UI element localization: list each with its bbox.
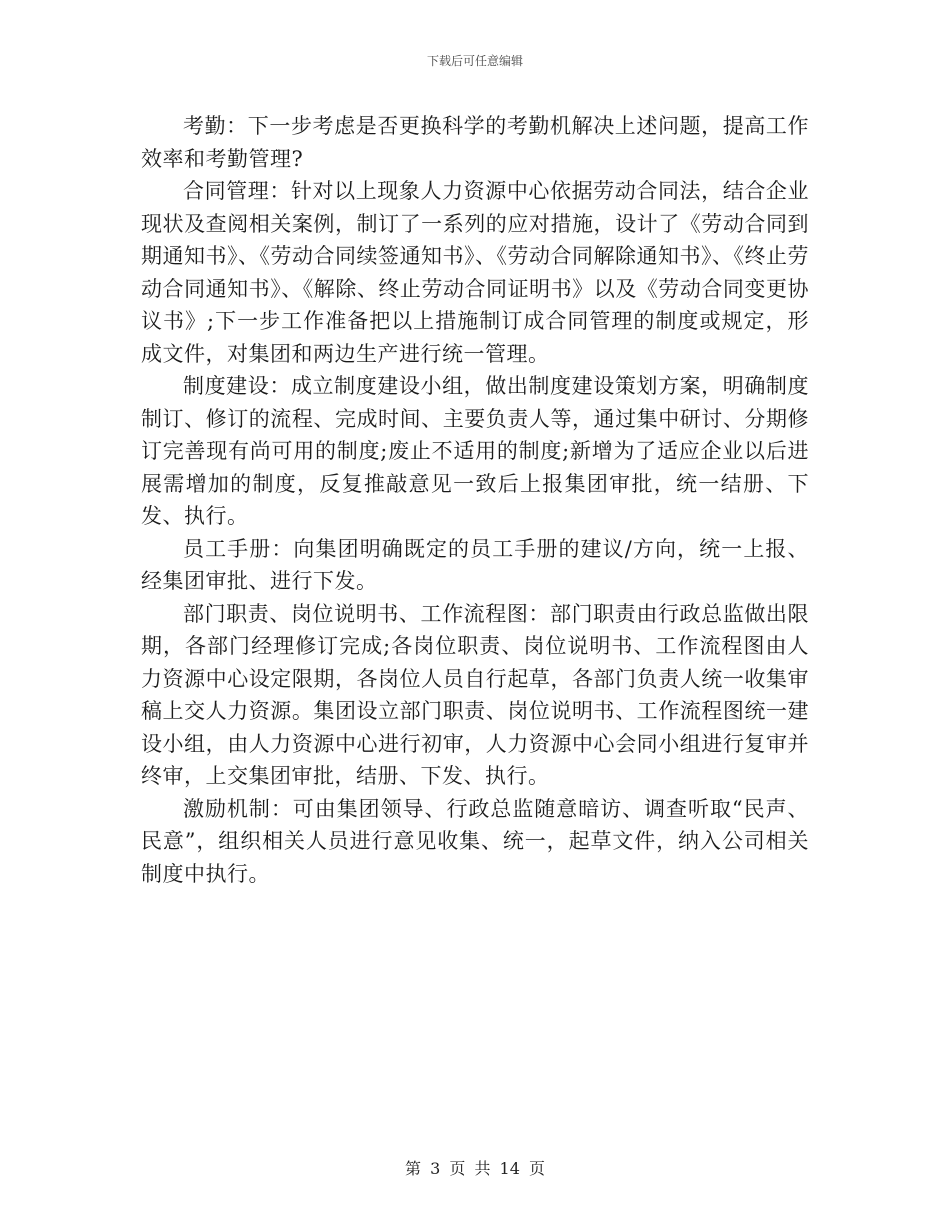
paragraph-employee-handbook: 员工手册：向集团明确既定的员工手册的建议/方向，统一上报、经集团审批、进行下发。 — [141, 536, 809, 593]
paragraph-system-construction: 制度建设：成立制度建设小组，做出制度建设策划方案，明确制度制订、修订的流程、完成时间、主要负责人等，通过集中研讨、分期修订完善现有尚可用的制度;废止不适用的制度;新增为了适应企业以后进展需增加的制度，反复推敲意见一致后上报集团审批，统一结册、下发、执行。 — [141, 374, 809, 528]
paragraph-department-duties: 部门职责、岗位说明书、工作流程图：部门职责由行政总监做出限期，各部门经理修订完成;各岗位职责、岗位说明书、工作流程图由人力资源中心设定限期，各岗位人员自行起草，各部门负责人统一收集审稿上交人力资源。集团设立部门职责、岗位说明书、工作流程图统一建设小组，由人力资源中心进行初审，人力资源中心会同小组进行复审并终审，上交集团审批，结册、下发、执行。 — [141, 601, 809, 788]
paragraph-contract-management: 合同管理：针对以上现象人力资源中心依据劳动合同法，结合企业现状及查阅相关案例，制订了一系列的应对措施，设计了《劳动合同到期通知书》、《劳动合同续签通知书》、《劳动合同解除通知书》、《终止劳动合同通知书》、《解除、终止劳动合同证明书》以及《劳动合同变更协议书》;下一步工作准备把以上措施制订成合同管理的制度或规定，形成文件，对集团和两边生产进行统一管理。 — [141, 179, 809, 366]
document-body — [141, 110, 809, 890]
page-footer: 第 3 页 共 14 页 — [405, 1159, 545, 1178]
page-header: 下载后可任意编辑 — [426, 54, 523, 68]
paragraph-attendance: 考勤：下一步考虑是否更换科学的考勤机解决上述问题，提高工作效率和考勤管理? — [141, 114, 809, 171]
paragraph-incentive-mechanism: 激励机制：可由集团领导、行政总监随意暗访、调查听取“民声、民意”，组织相关人员进行意见收集、统一，起草文件，纳入公司相关制度中执行。 — [141, 796, 809, 886]
